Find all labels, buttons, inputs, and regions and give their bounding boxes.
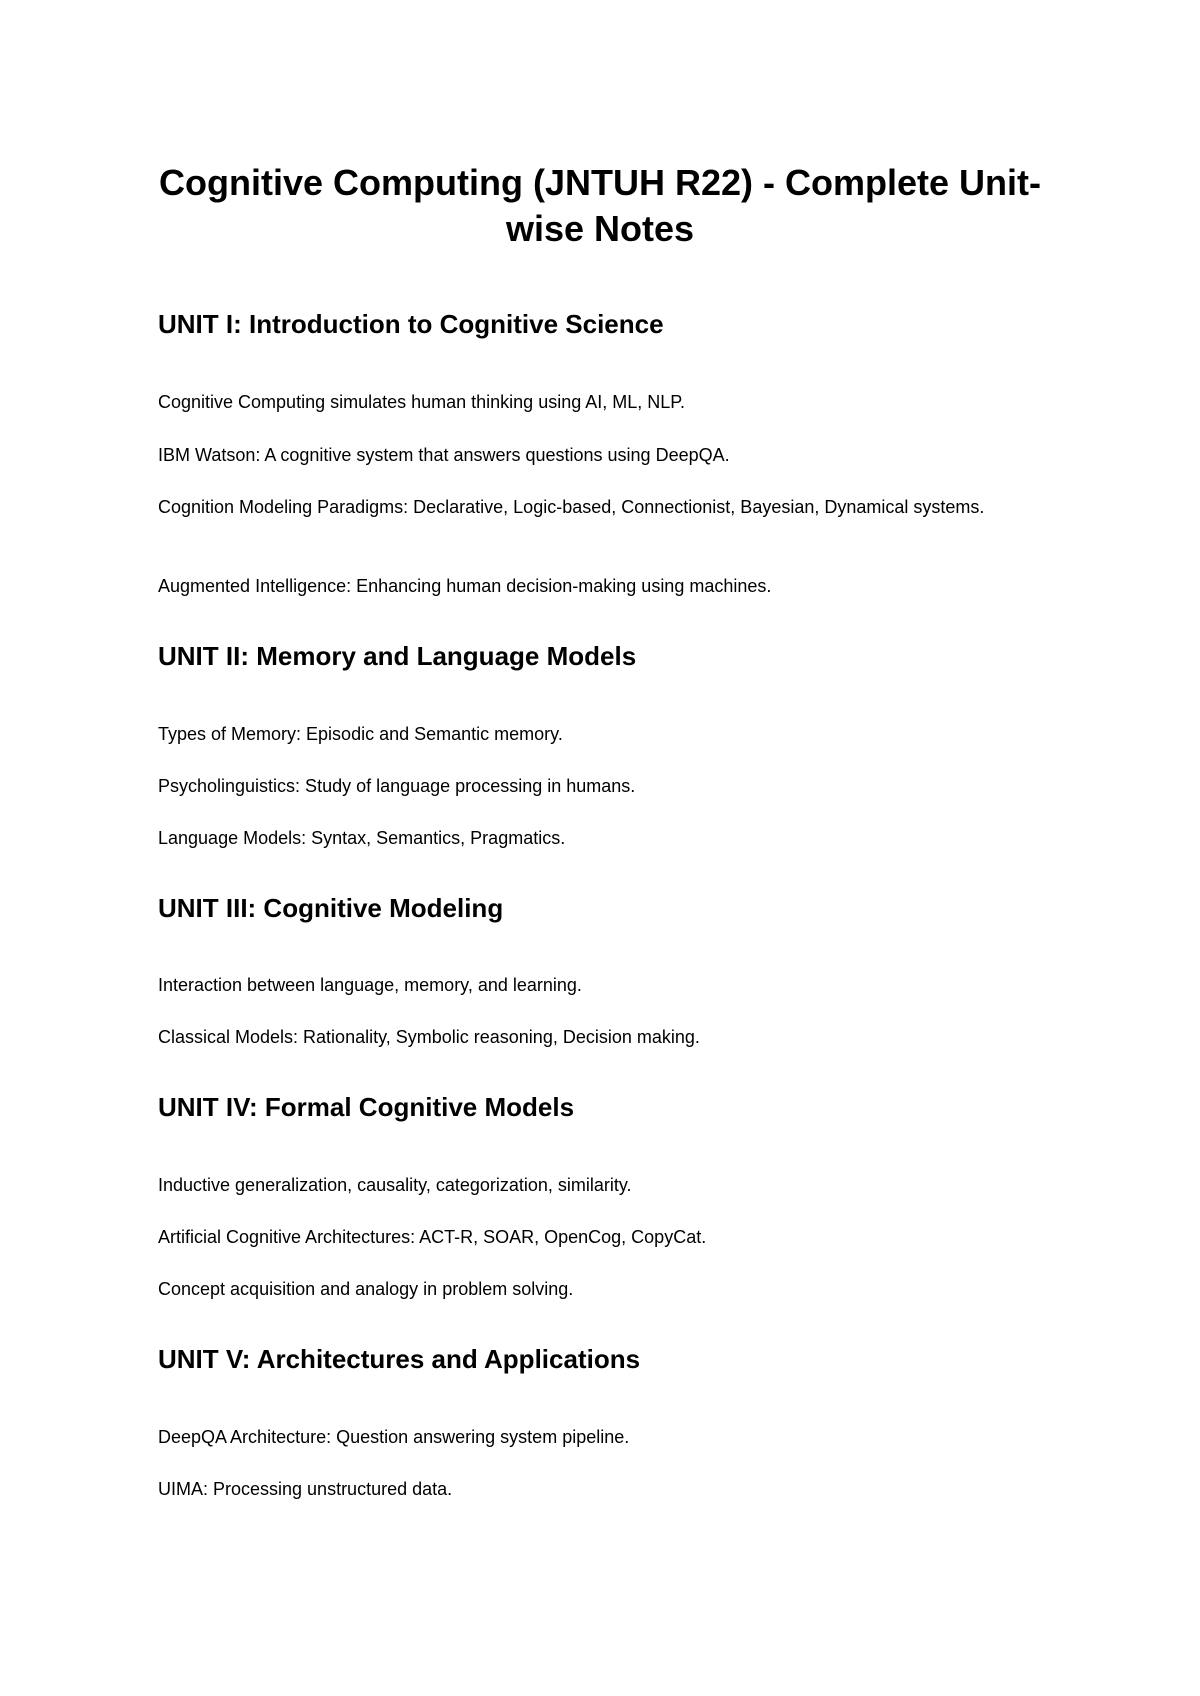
unit-3-heading: UNIT III: Cognitive Modeling	[158, 893, 504, 923]
unit-5-paragraph: UIMA: Processing unstructured data.	[158, 1479, 453, 1499]
unit-1-paragraph: Cognitive Computing simulates human thinking using AI, ML, NLP.	[158, 392, 685, 412]
unit-3-paragraph: Interaction between language, memory, and learning.	[158, 975, 582, 995]
unit-2-paragraph: Language Models: Syntax, Semantics, Pragmatics.	[158, 828, 566, 848]
unit-2-paragraph: Psycholinguistics: Study of language processing in humans.	[158, 776, 636, 796]
unit-5-paragraph: DeepQA Architecture: Question answering system pipeline.	[158, 1427, 630, 1447]
unit-3-paragraph: Classical Models: Rationality, Symbolic reasoning, Decision making.	[158, 1027, 700, 1047]
unit-4-paragraph: Artificial Cognitive Architectures: ACT-R, SOAR, OpenCog, CopyCat.	[158, 1227, 707, 1247]
unit-2-paragraph: Types of Memory: Episodic and Semantic memory.	[158, 724, 563, 744]
unit-1-heading: UNIT I: Introduction to Cognitive Science	[158, 309, 664, 339]
document-title: Cognitive Computing (JNTUH R22) - Complete Unit-wise Notes	[159, 162, 1041, 249]
unit-4-paragraph: Inductive generalization, causality, categorization, similarity.	[158, 1175, 632, 1195]
unit-4-paragraph: Concept acquisition and analogy in problem solving.	[158, 1279, 574, 1299]
unit-1-paragraph: Cognition Modeling Paradigms: Declarative, Logic-based, Connectionist, Bayesian, Dynamical systems.	[158, 497, 985, 517]
unit-4-heading: UNIT IV: Formal Cognitive Models	[158, 1092, 575, 1122]
unit-2-heading: UNIT II: Memory and Language Models	[158, 641, 637, 671]
unit-1-paragraph: Augmented Intelligence: Enhancing human decision-making using machines.	[158, 576, 772, 596]
unit-5-heading: UNIT V: Architectures and Applications	[158, 1344, 641, 1374]
unit-1-paragraph: IBM Watson: A cognitive system that answers questions using DeepQA.	[158, 445, 730, 465]
